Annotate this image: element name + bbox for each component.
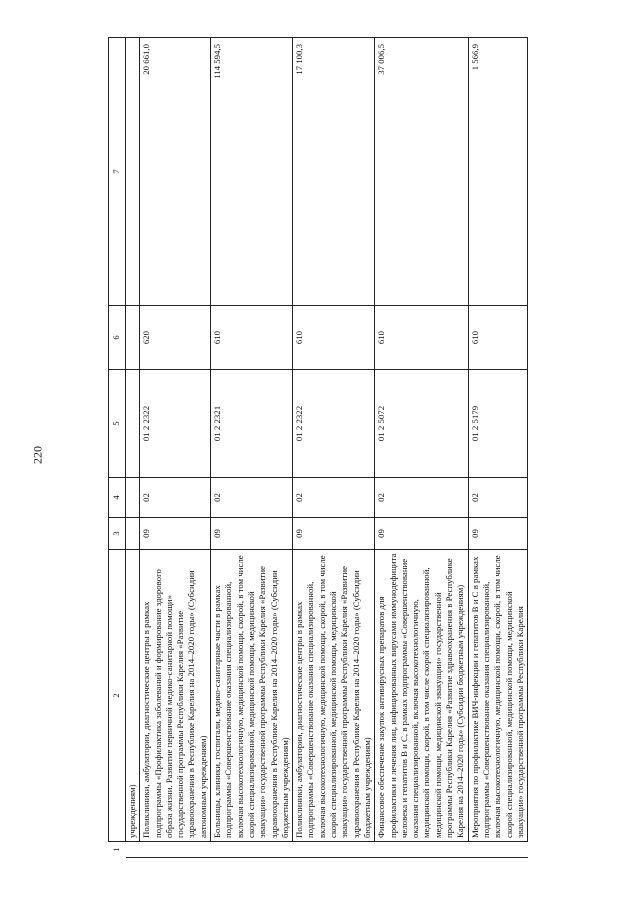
row-section: 09 bbox=[140, 518, 211, 550]
row-name: Финансовое обеспечение закупок антивирусных препаратов для профилактики и лечения лиц, инфицированных вирусами иммунодефицита человека и гепатитов В и С, в рамках подпрограммы «Совершенствование оказания специализированной, включая высокотехнологичную, медицинской помощи, скорой, в том числе скорой специализированной, медицинской помощи, медицинской эвакуации» государственной программы Республики Карелия «Развитие здравоохранения в Республике Карелия на 2014–2020 годы» (Субсидии бюджетным учреждениям) bbox=[375, 550, 468, 842]
header-col-7: 7 bbox=[109, 38, 126, 306]
row-amount: 1 566,9 bbox=[468, 38, 527, 306]
table-row bbox=[140, 38, 211, 858]
header-col-5: 5 bbox=[109, 370, 126, 478]
row-name: Больницы, клиники, госпитали, медико-санитарные части в рамках подпрограммы «Совершенствование оказания специализированной, включая высокотехнологичную, медицинской помощи, скорой, в том числе скорой специализированной, медицинской помощи, медицинской эвакуации» государственной программы Республики Карелия «Развитие здравоохранения в Республике Карелия на 2014–2020 годы» (Субсидии бюджетным учреждениям) bbox=[211, 550, 293, 842]
row-spacer bbox=[140, 842, 211, 858]
row-amount: 20 661,0 bbox=[140, 38, 211, 306]
row-expense-type: 610 bbox=[211, 306, 293, 370]
row-section: 09 bbox=[211, 518, 293, 550]
budget-table bbox=[108, 37, 528, 858]
row-amount: 37 006,5 bbox=[375, 38, 468, 306]
row-amount bbox=[126, 38, 140, 306]
row-subsection: 02 bbox=[468, 478, 527, 518]
row-section bbox=[126, 518, 140, 550]
row-subsection: 02 bbox=[140, 478, 211, 518]
row-spacer bbox=[126, 842, 140, 858]
header-col-4: 4 bbox=[109, 478, 126, 518]
row-expense-type bbox=[126, 306, 140, 370]
row-spacer bbox=[211, 842, 293, 858]
row-target-item: 01 2 2321 bbox=[211, 370, 293, 478]
row-section: 09 bbox=[468, 518, 527, 550]
header-col-3: 3 bbox=[109, 518, 126, 550]
row-name: Поликлиники, амбулатории, диагностические центры в рамках подпрограммы «Профилактика заболеваний и формирование здорового образа жизни. Развитие первичной медико-санитарной помощи» государственной программы Республики Карелия «Развитие здравоохранения в Республике Карелия на 2014–2020 годы» (Субсидии автономным учреждениям) bbox=[140, 550, 211, 842]
header-col-2: 2 bbox=[109, 550, 126, 842]
rotated-table-container bbox=[108, 38, 538, 858]
row-expense-type: 610 bbox=[375, 306, 468, 370]
table-row bbox=[375, 38, 468, 858]
rotated-table-frame bbox=[108, 38, 538, 858]
row-expense-type: 610 bbox=[468, 306, 527, 370]
row-name: Мероприятия по профилактике ВИЧ-инфекции и гепатитов В и С в рамках подпрограммы «Совершенствование оказания специализированной, включая высокотехнологичную, медицинской помощи, скорой, в том числе скорой специализированной, медицинской помощи, медицинской эвакуации» государственной программы Республики Карелия bbox=[468, 550, 527, 842]
row-spacer bbox=[293, 842, 375, 858]
header-col-1: 1 bbox=[111, 847, 122, 852]
page-number-text: 220 bbox=[30, 446, 45, 464]
table-row bbox=[468, 38, 527, 858]
row-target-item bbox=[126, 370, 140, 478]
row-name: Поликлиники, амбулатории, диагностические центры в рамках подпрограммы «Совершенствование оказания специализированной, включая высокотехнологичную, медицинской помощи, скорой, в том числе скорой специализированной, медицинской помощи, медицинской эвакуации» государственной программы Республики Карелия «Развитие здравоохранения в Республике Карелия на 2014–2020 годы» (Субсидии бюджетным учреждениям) bbox=[293, 550, 375, 842]
row-subsection bbox=[126, 478, 140, 518]
row-expense-type: 610 bbox=[293, 306, 375, 370]
row-spacer bbox=[375, 842, 468, 858]
row-subsection: 02 bbox=[293, 478, 375, 518]
row-target-item: 01 2 2322 bbox=[140, 370, 211, 478]
table-row bbox=[293, 38, 375, 858]
row-expense-type: 620 bbox=[140, 306, 211, 370]
row-spacer bbox=[468, 842, 527, 858]
table-row bbox=[211, 38, 293, 858]
row-subsection: 02 bbox=[375, 478, 468, 518]
row-target-item: 01 2 2322 bbox=[293, 370, 375, 478]
table-header-row bbox=[109, 38, 126, 858]
row-subsection: 02 bbox=[211, 478, 293, 518]
row-name: учреждениям) bbox=[126, 550, 140, 842]
page-number bbox=[28, 440, 48, 470]
table-row bbox=[126, 38, 140, 858]
row-section: 09 bbox=[375, 518, 468, 550]
row-target-item: 01 2 5179 bbox=[468, 370, 527, 478]
row-section: 09 bbox=[293, 518, 375, 550]
header-col-6: 6 bbox=[109, 306, 126, 370]
row-amount: 17 100,3 bbox=[293, 38, 375, 306]
row-amount: 114 594,5 bbox=[211, 38, 293, 306]
row-target-item: 01 2 5072 bbox=[375, 370, 468, 478]
